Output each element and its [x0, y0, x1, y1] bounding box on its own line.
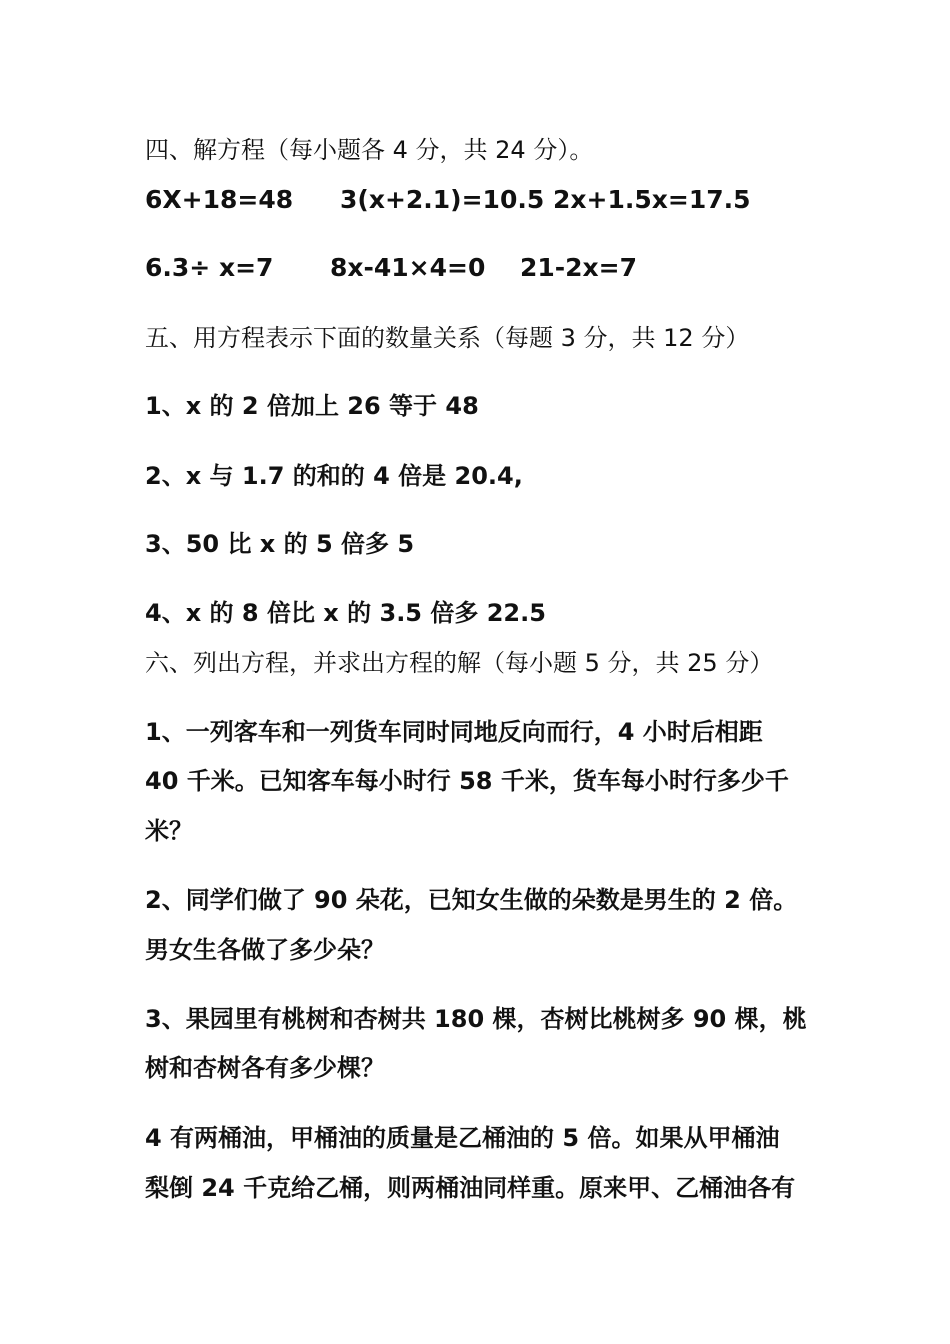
equation-6: 21-2x=7	[520, 253, 638, 282]
section-5-title: 五、用方程表示下面的数量关系（每题 3 分，共 12 分）	[145, 324, 750, 352]
equation-2: 3(x+2.1)=10.5	[340, 185, 545, 214]
problem-4-line-2: 梨倒 24 千克给乙桶，则两桶油同样重。原来甲、乙桶油各有	[145, 1174, 796, 1202]
equation-3: 2x+1.5x=17.5	[553, 185, 751, 214]
problem-3-line-1: 3、果园里有桃树和杏树共 180 棵，杏树比桃树多 90 棵，桃	[145, 1005, 807, 1033]
problem-3-line-2: 树和杏树各有多少棵？	[145, 1054, 385, 1082]
equation-5: 8x-41×4=0	[330, 253, 486, 282]
problem-2-line-1: 2、同学们做了 90 朵花，已知女生做的朵数是男生的 2 倍。	[145, 886, 798, 914]
problem-1-line-2: 40 千米。已知客车每小时行 58 千米，货车每小时行多少千	[145, 767, 789, 795]
section-4-title: 四、解方程（每小题各 4 分，共 24 分）。	[145, 136, 594, 164]
equation-4: 6.3÷ x=7	[145, 253, 274, 282]
problem-1-line-1: 1、一列客车和一列货车同时同地反向而行，4 小时后相距	[145, 718, 763, 746]
relation-item-2: 2、x 与 1.7 的和的 4 倍是 20.4,	[145, 462, 523, 490]
relation-item-3: 3、50 比 x 的 5 倍多 5	[145, 530, 415, 558]
section-6-title: 六、列出方程，并求出方程的解（每小题 5 分，共 25 分）	[145, 649, 774, 677]
relation-item-4: 4、x 的 8 倍比 x 的 3.5 倍多 22.5	[145, 599, 546, 627]
problem-1-line-3: 米？	[145, 817, 193, 845]
equation-1: 6X+18=48	[145, 185, 294, 214]
relation-item-1: 1、x 的 2 倍加上 26 等于 48	[145, 392, 479, 420]
problem-4-line-1: 4 有两桶油，甲桶油的质量是乙桶油的 5 倍。如果从甲桶油	[145, 1124, 780, 1152]
problem-2-line-2: 男女生各做了多少朵？	[145, 936, 385, 964]
